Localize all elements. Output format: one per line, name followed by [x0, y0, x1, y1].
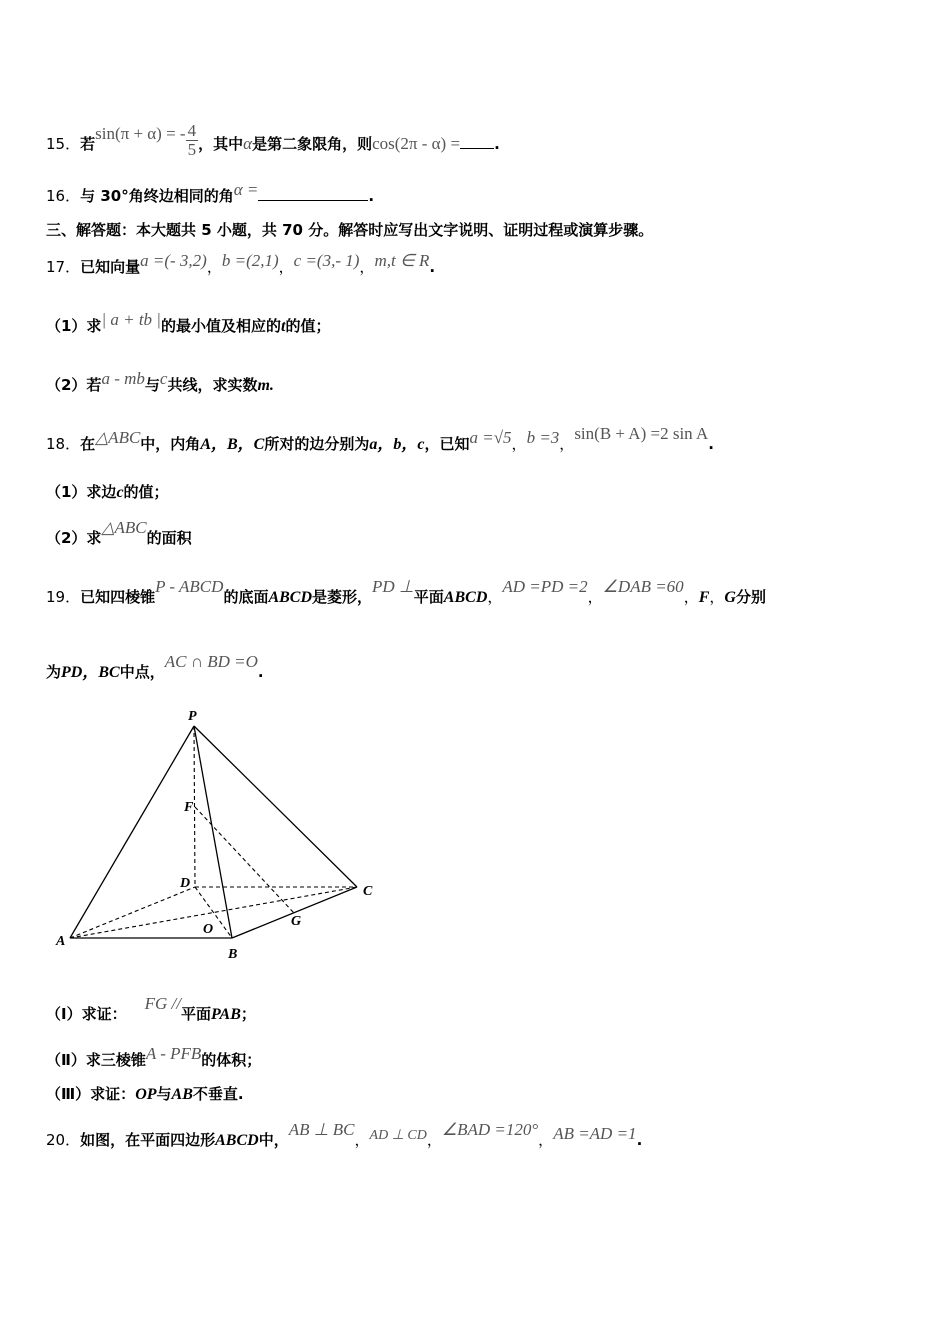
question-19-part-3: （Ⅲ）求证：OP与AB不垂直.: [46, 1085, 244, 1103]
math-expression: m,t ∈ R: [374, 251, 430, 270]
label-F: F: [184, 800, 194, 815]
diagonal-BD: [195, 887, 232, 938]
label-C: C: [363, 884, 373, 899]
question-number: 18．: [46, 435, 81, 453]
math-expression: c =(3,- 1): [293, 251, 360, 270]
edge-PA: [70, 726, 194, 938]
question-19-part-1: （Ⅰ）求证：FG //平面PAB；: [46, 994, 256, 1023]
fraction: $\frac{4}{5}$: [187, 121, 197, 159]
math-expression: a =√5: [469, 428, 512, 447]
math-expression: sin(B + A) =2 sin A: [574, 424, 709, 443]
math-expression: AD ⊥ CD: [369, 1128, 427, 1143]
question-17-part-2: （2）若a - mb与c共线，求实数m.: [46, 369, 274, 394]
math-expression: c: [159, 369, 168, 388]
question-15: 15．若sin(π + α) = - $\frac{4}{5}$ ，其中α是第二象限角，则cos(2π - α) = .: [46, 121, 500, 159]
question-number: 17．: [46, 258, 81, 276]
segment-FG: [195, 807, 294, 913]
question-16: 16．与 30°角终边相同的角α = .: [46, 180, 375, 205]
math-expression: △ABC: [101, 518, 147, 537]
math-expression: sin(π + α) = -: [95, 124, 186, 143]
math-expression: AB =AD =1: [553, 1124, 637, 1143]
question-18-part-1: （1）求边c的值；: [46, 483, 169, 501]
question-19-part-2: （Ⅱ）求三棱锥A - PFB的体积；: [46, 1044, 262, 1069]
math-expression: cos(2π - α) =: [372, 134, 461, 153]
question-19-line-2: 为PD，BC中点，AC ∩ BD =O.: [46, 652, 264, 681]
section-heading: 三、解答题：本大题共 5 小题，共 70 分。解答时应写出文字说明、证明过程或演算步骤。: [46, 221, 654, 239]
edge-BC: [232, 887, 357, 938]
math-expression: P - ABCD: [155, 577, 224, 596]
question-19: 19．已知四棱锥P - ABCD的底面ABCD是菱形，PD ⊥平面ABCD，AD =PD =2，∠DAB =60，F，G分别: [46, 577, 766, 606]
math-expression: PD ⊥: [372, 577, 414, 596]
question-17: 17．已知向量a =(- 3,2)，b =(2,1)，c =(3,- 1)，m,t ∈ R.: [46, 251, 436, 276]
math-expression: △ABC: [95, 428, 141, 447]
math-expression: AC ∩ BD =O: [164, 652, 258, 671]
math-expression: α: [243, 134, 253, 153]
question-number: 16．: [46, 187, 81, 205]
math-expression: ∠BAD =120°: [441, 1120, 539, 1139]
math-expression: b =(2,1): [221, 251, 279, 270]
question-number: 19．: [46, 588, 81, 606]
math-expression: AD =PD =2: [502, 577, 588, 596]
label-P: P: [188, 709, 197, 724]
label-O: O: [203, 922, 214, 937]
label-A: A: [56, 934, 66, 949]
math-expression: | a + tb |: [101, 310, 161, 329]
question-18: 18．在△ABC中，内角A，B，C所对的边分别为a，b，c，已知a =√5，b =3，sin(B + A) =2 sin A.: [46, 424, 714, 453]
math-expression: ∠DAB =60: [602, 577, 684, 596]
question-17-part-1: （1）求| a + tb |的最小值及相应的t的值；: [46, 310, 331, 335]
math-expression: AB ⊥ BC: [288, 1120, 355, 1139]
question-number: 15．: [46, 135, 81, 153]
question-18-part-2: （2）求△ABC的面积: [46, 518, 192, 547]
label-D: D: [180, 876, 191, 891]
math-expression: FG //: [144, 994, 181, 1013]
answer-blank[interactable]: [460, 134, 494, 149]
label-B: B: [228, 947, 238, 960]
question-20: 20．如图，在平面四边形ABCD中，AB ⊥ BC，AD ⊥ CD，∠BAD =120°，AB =AD =1.: [46, 1120, 643, 1149]
edge-AD: [70, 887, 195, 938]
math-expression: a =(- 3,2): [140, 251, 207, 270]
math-expression: A - PFB: [145, 1044, 202, 1063]
answer-blank[interactable]: [258, 186, 368, 201]
edge-PD: [194, 726, 195, 887]
label-G: G: [291, 914, 302, 929]
pyramid-figure: [50, 705, 390, 960]
question-number: 20．: [46, 1131, 81, 1149]
math-expression: a - mb: [101, 369, 145, 388]
math-expression: α =: [233, 180, 259, 199]
math-expression: b =3: [526, 428, 560, 447]
